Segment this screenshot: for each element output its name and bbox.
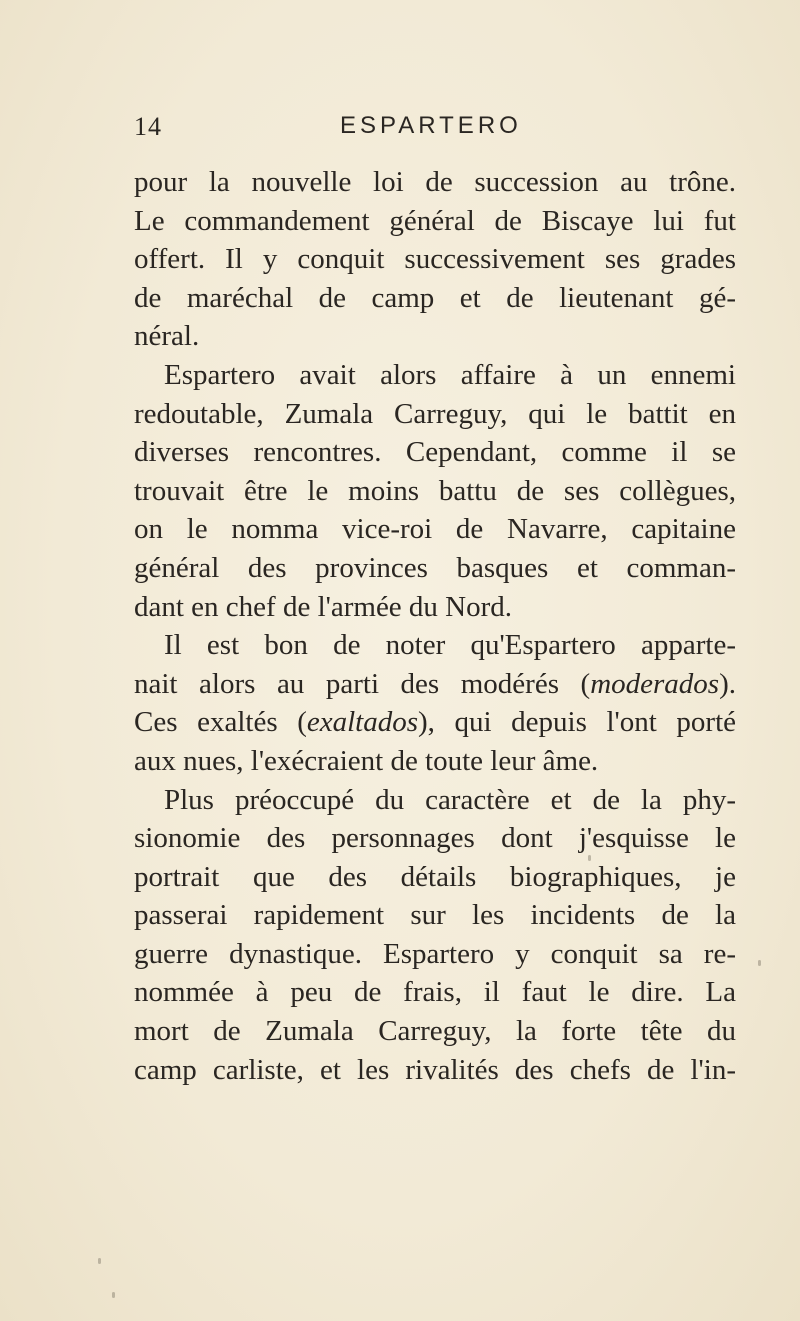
paragraph-start-line: Plus préoccupé du caractère et de la phy- — [164, 783, 736, 816]
text-line: nommée à peu de frais, il faut le dire. La — [134, 976, 736, 1009]
paper-speck — [758, 960, 761, 966]
text-line: offert. Il y conquit successivement ses grades — [134, 243, 736, 276]
text-line: on le nomma vice-roi de Navarre, capitaine — [134, 513, 736, 546]
text-line: guerre dynastique. Espartero y conquit sa re- — [134, 937, 736, 970]
text-line: diverses rencontres. Cependant, comme il se — [134, 436, 736, 469]
paper-speck — [98, 1258, 101, 1264]
text-line: passerai rapidement sur les incidents de la — [134, 899, 736, 932]
page-number: 14 — [134, 112, 162, 141]
text-line: sionomie des personnages dont j'esquisse le — [134, 822, 736, 855]
text-line: nait alors au parti des modérés (moderados). — [134, 667, 736, 700]
text-line: pour la nouvelle loi de succession au trône. — [134, 166, 736, 198]
text-line: portrait que des détails biographiques, je — [134, 860, 736, 893]
text-line: Le commandement général de Biscaye lui fut — [134, 204, 736, 237]
paper-speck — [588, 855, 591, 861]
text-line: mort de Zumala Carreguy, la forte tête du — [134, 1015, 736, 1048]
running-title: ESPARTERO — [340, 112, 522, 139]
paragraph-start-line: Espartero avait alors affaire à un ennemi — [164, 358, 736, 391]
text-line: Ces exaltés (exaltados), qui depuis l'ont porté — [134, 706, 736, 739]
paragraph-start-line: Il est bon de noter qu'Espartero apparte- — [164, 629, 736, 662]
body-text — [134, 163, 736, 1089]
text-line: trouvait être le moins battu de ses collègues, — [134, 474, 736, 507]
text-line: général des provinces basques et comman- — [134, 551, 736, 584]
text-line: néral. — [134, 320, 200, 353]
text-line: camp carliste, et les rivalités des chefs de l'in- — [134, 1053, 736, 1086]
text-line: aux nues, l'exécraient de toute leur âme. — [134, 744, 599, 777]
text-line: de maréchal de camp et de lieutenant gé- — [134, 281, 736, 314]
paper-speck — [112, 1292, 115, 1298]
page-header — [134, 112, 734, 148]
text-line: redoutable, Zumala Carreguy, qui le battit en — [134, 397, 736, 430]
text-line: dant en chef de l'armée du Nord. — [134, 590, 513, 623]
